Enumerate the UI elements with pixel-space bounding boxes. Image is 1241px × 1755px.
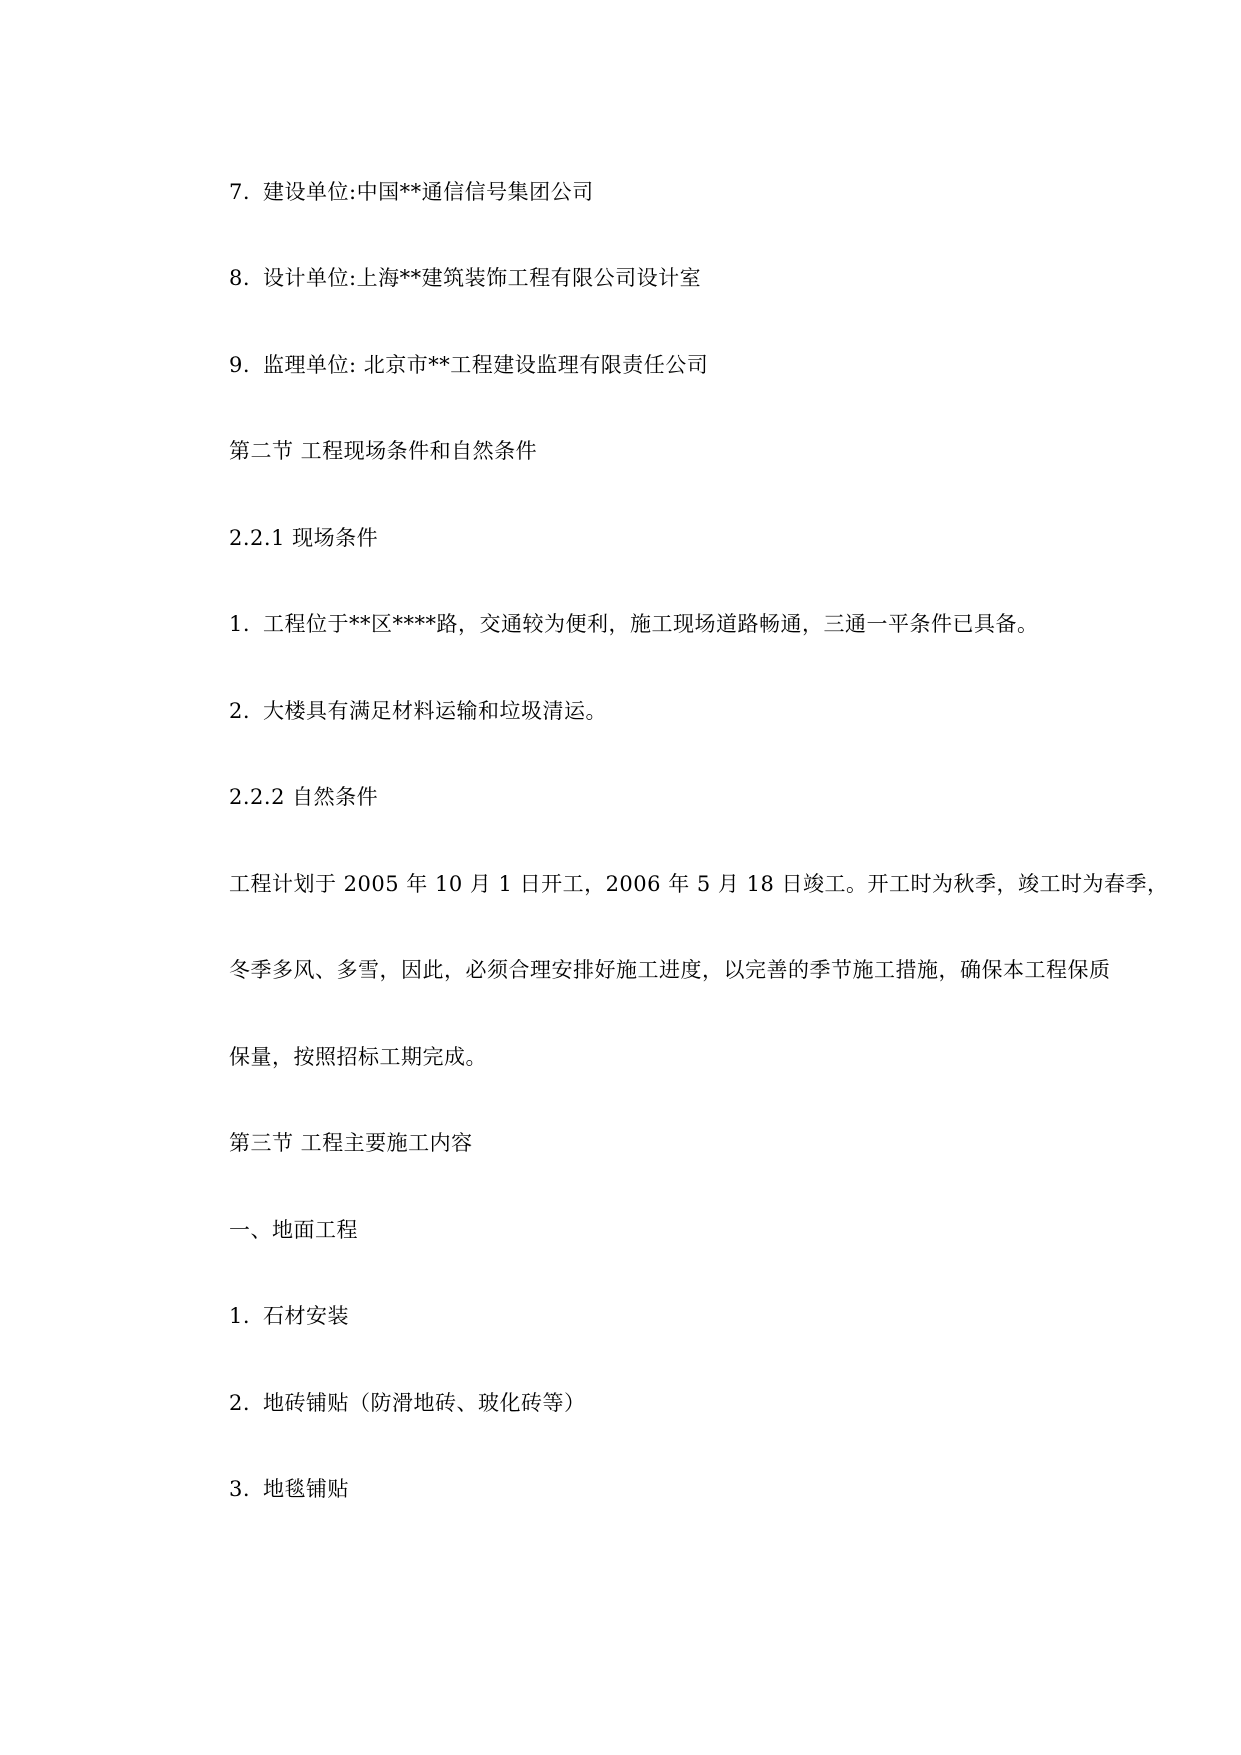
item-8 (229, 264, 701, 292)
item-number: 9. (229, 353, 251, 377)
floor-item-1 (229, 1302, 349, 1330)
item-number: 3. (229, 1477, 251, 1501)
subsection-heading-2-2-2: 2.2.2 自然条件 (229, 785, 379, 809)
item-number: 2. (229, 1391, 251, 1415)
item-text: 石材安装 (263, 1304, 349, 1328)
paragraph-line: 冬季多风、多雪，因此，必须合理安排好施工进度，以完善的季节施工措施，确保本工程保质 (229, 958, 1111, 982)
section-heading-3: 第三节 工程主要施工内容 (229, 1131, 473, 1155)
item-text: 工程位于**区****路，交通较为便利，施工现场道路畅通，三通一平条件已具备。 (263, 612, 1039, 636)
item-7 (229, 178, 594, 206)
site-condition-1 (229, 610, 1039, 638)
item-number: 2. (229, 699, 251, 723)
item-text: 监理单位: 北京市**工程建设监理有限责任公司 (263, 353, 709, 377)
item-9 (229, 351, 708, 379)
item-number: 1. (229, 1304, 251, 1328)
item-number: 8. (229, 266, 251, 290)
item-number: 1. (229, 612, 251, 636)
section-heading-2: 第二节 工程现场条件和自然条件 (229, 439, 538, 463)
paragraph-line: 保量，按照招标工期完成。 (229, 1045, 487, 1069)
site-condition-2 (229, 697, 607, 725)
item-text: 建设单位:中国**通信信号集团公司 (263, 180, 594, 204)
paragraph-line: 工程计划于 2005 年 10 月 1 日开工，2006 年 5 月 18 日竣工。开工时为秋季，竣工时为春季， (229, 872, 1169, 896)
floor-item-3 (229, 1475, 349, 1503)
item-text: 设计单位:上海**建筑装饰工程有限公司设计室 (263, 266, 702, 290)
category-heading-floor: 一、地面工程 (229, 1218, 358, 1242)
item-text: 大楼具有满足材料运输和垃圾清运。 (263, 699, 607, 723)
item-number: 7. (229, 180, 251, 204)
floor-item-2 (229, 1389, 586, 1417)
subsection-heading-2-2-1: 2.2.1 现场条件 (229, 526, 379, 550)
item-text: 地砖铺贴（防滑地砖、玻化砖等） (263, 1391, 586, 1415)
item-text: 地毯铺贴 (263, 1477, 349, 1501)
